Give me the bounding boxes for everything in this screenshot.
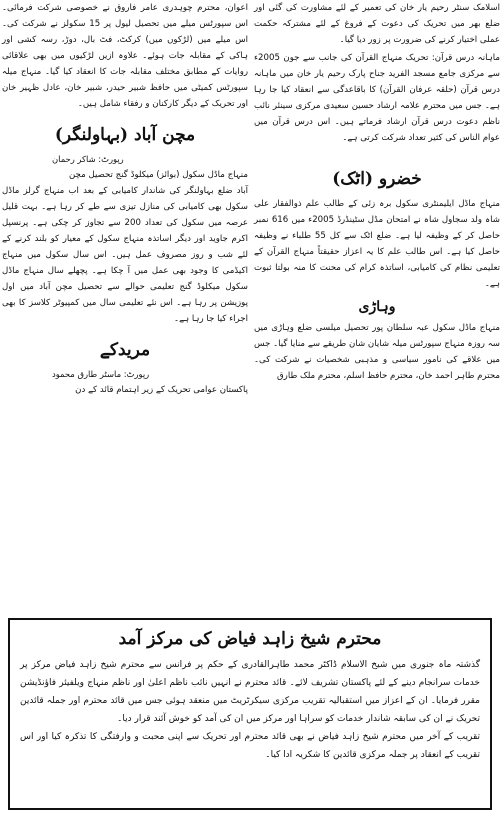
reporter-line-2: رپورٹ: ماسٹر طارق محمود: [52, 369, 150, 379]
right-column: [254, 0, 500, 384]
vehari-paragraph: منہاج ماڈل سکول عبہ سلطان پور تحصیل میلسی ضلع وہاڑی میں سہ روزہ منہاج سپورٹس میلہ شایان شان طریقے سے منایا گیا۔ جس میں علاقے کی نامور سیاسی و مذہبی شخصیات نے شرکت کی۔ محترم طاہر احمد خان، محترم حافظ اسلم، محترم ملک طارق: [254, 323, 500, 381]
announcement-box: [8, 618, 492, 810]
sports-fest-paragraph: اعوان، محترم چوہدری عامر فاروق نے خصوصی شرکت فرمائی۔ اس سپورٹس میلے میں تحصیل لیول پر 15 سکولز نے شرکت کی۔ اس میلے میں (لڑکوں میں) کرکٹ، فٹ بال، دوڑ، رسہ کشی اور ہاکی کے مقابلہ جات ہوئے۔ علاوہ ازیں لڑکیوں میں بھی علاقائی روایات کے مطابق مختلف مقابلہ جات کا انعقاد کیا گیا۔ منہاج میلہ سپورٹس کمیٹی میں حافظ شبیر حیدر، شبیر خان، عادل ظہیر خان اور تحریک کے دیگر کارکنان و رفقاء شامل ہیں۔: [2, 3, 248, 109]
reporter-line: رپورٹ: شاکر رحمان: [52, 154, 124, 164]
islamic-center-paragraph: اسلامک سنٹر رحیم یار خان کی تعمیر کے لئے مشاورت کی گئی اور ضلع بھر میں تحریک کی دعوت کے فروغ کے لئے مشترکہ حکمت عملی اختیار کرنے کی ضرورت پر زور دیا گیا۔: [254, 3, 500, 45]
announcement-paragraph-1: گذشتہ ماہ جنوری میں شیخ الاسلام ڈاکٹر محمد طاہرالقادری کے حکم پر فرانس سے محترم شیخ زاہد فیاض مرکز پر خدمات سرانجام دینے کے لئے پاکستان تشریف لائے۔ قائد محترم نے انہیں نائب ناظم اعلیٰ اور ناظم منہاج ویلفیئر فاؤنڈیشن مقرر فرمایا۔ ان کے اعزاز میں استقبالیہ تقریب مرکزی سیکرٹریٹ میں منعقد ہوئی جس میں قائد محترم اور جملہ قائدین تحریک نے ان کی سابقہ شاندار خدمات کو سراہا اور مرکز میں ان کی آمد کو خوش آئند قرار دیا۔: [20, 660, 480, 724]
machan-abad-paragraph: آباد ضلع بہاولنگر کی شاندار کامیابی کے بعد اب منہاج گرلز ماڈل سکول بھی کامیابی کی منازل تیزی سے طے کر رہا ہے۔ بہت قلیل عرصہ میں سکول کی تعداد 200 سے تجاوز کر چکی ہے۔ پرنسپل اکرم جاوید اور دیگر اساتذہ منہاج سکول کے معیار کو بلند کرنے کے لئے شب و روز مصروف عمل ہیں۔ اس سال سکول میں منہاج اکیڈمی کا وجود بھی عمل میں آ چکا ہے۔ پچھلے سال منہاج ماڈل سکول میکلوڈ گنج تعلیمی حوالے سے تحصیل مچن آباد میں اول پوزیشن پر رہا ہے۔ اس نئے تعلیمی سال میں کمپیوٹر کلاسز کا بھی اجراء کیا جا رہا ہے۔: [2, 186, 249, 324]
left-column: [2, 0, 248, 398]
section-heading-machan-abad: مچن آباد (بہاولنگر): [54, 125, 196, 145]
section-heading-khizro-attock: خضرو (اٹک): [332, 169, 422, 189]
section-heading-muridke: مریدکے: [99, 340, 151, 360]
section-heading-vehari: وہاڑی: [358, 299, 396, 315]
announcement-paragraph-2: تقریب کے آخر میں محترم شیخ زاہد فیاض نے بھی قائد محترم اور تحریک سے اپنی محبت و وارفتگی کا تذکرہ کیا اور اس تقریب کے انعقاد پر جملہ مرکزی قائدین کا شکریہ ادا کیا۔: [20, 732, 480, 760]
school-name-line: منہاج ماڈل سکول (بوائز) میکلوڈ گنج تحصیل مچن: [69, 170, 248, 180]
muridke-paragraph: پاکستان عوامی تحریک کے زیر اہتمام قائد کے دن: [75, 385, 248, 395]
announcement-title: محترم شیخ زاہد فیاض کی مرکز آمد: [118, 629, 382, 649]
khizro-paragraph: منہاج ماڈل ایلیمنٹری سکول برہ زئی کے طالب علم ذوالفقار علی شاہ ولد سجاول شاہ نے امتحان مڈل سٹینڈرڈ 2005ء میں 616 نمبر حاصل کر کے وظیفہ لیا ہے۔ ضلع اٹک سے کل 55 طلباء نے وظیفہ حاصل کیا ہے۔ اس طالب علم کا یہ اعزاز حقیقتاً منہاج القرآن کے تعلیمی نظام کی کامیابی، اساتذہ کرام کی محنت کا منہ بولتا ثبوت ہے۔: [254, 199, 501, 289]
monthly-dars-paragraph: ماہانہ درس قرآن: تحریک منہاج القرآن کی جانب سے جون 2005ء سے مرکزی جامع مسجد الفرید جناح پارک رحیم یار خان میں ماہانہ درس قرآن (حلقہ عرفان القرآن) کا باقاعدگی سے انعقاد کیا جا رہا ہے۔ جس میں محترم علامہ ارشاد حسین سعیدی مرکزی سینئر نائب ناظم دعوت درس قرآن ارشاد فرماتے ہیں۔ اس درس قرآن میں عوام الناس کی کثیر تعداد شرکت کرتی ہے۔: [254, 53, 500, 143]
